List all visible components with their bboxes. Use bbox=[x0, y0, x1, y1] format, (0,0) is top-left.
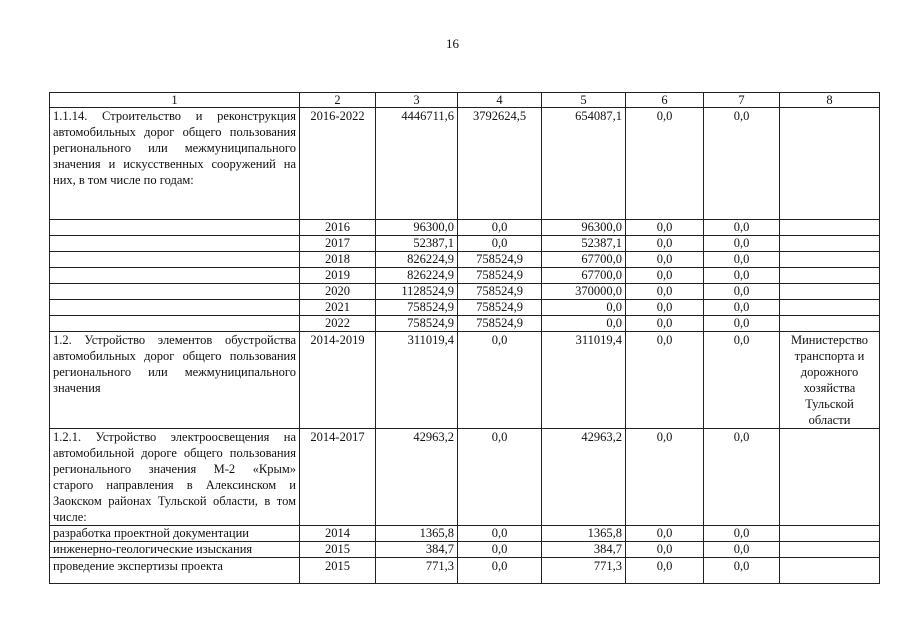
value-cell: 0,0 bbox=[704, 108, 780, 220]
table-row bbox=[50, 542, 880, 558]
responsible-cell bbox=[780, 268, 880, 284]
value-cell: 0,0 bbox=[704, 268, 780, 284]
header-cell: 7 bbox=[704, 93, 780, 108]
value-cell: 0,0 bbox=[704, 332, 780, 429]
header-cell: 6 bbox=[626, 93, 704, 108]
value-cell: 771,3 bbox=[542, 558, 626, 584]
period-cell: 2015 bbox=[300, 558, 376, 584]
value-cell: 311019,4 bbox=[542, 332, 626, 429]
responsible-cell bbox=[780, 526, 880, 542]
responsible-cell bbox=[780, 220, 880, 236]
value-cell: 0,0 bbox=[626, 252, 704, 268]
value-cell: 758524,9 bbox=[458, 252, 542, 268]
value-cell: 0,0 bbox=[626, 332, 704, 429]
value-cell: 0,0 bbox=[626, 316, 704, 332]
header-cell: 8 bbox=[780, 93, 880, 108]
value-cell: 370000,0 bbox=[542, 284, 626, 300]
value-cell: 0,0 bbox=[626, 542, 704, 558]
responsible-cell bbox=[780, 558, 880, 584]
responsible-cell bbox=[780, 252, 880, 268]
value-cell: 0,0 bbox=[704, 220, 780, 236]
value-cell: 3792624,5 bbox=[458, 108, 542, 220]
responsible-cell bbox=[780, 108, 880, 220]
table-row bbox=[50, 220, 880, 236]
table-body bbox=[50, 93, 880, 584]
description-cell bbox=[50, 316, 300, 332]
responsible-cell: Министерство транспорта и дорожного хозяйства Тульской области bbox=[780, 332, 880, 429]
period-cell: 2015 bbox=[300, 542, 376, 558]
value-cell: 0,0 bbox=[704, 316, 780, 332]
description-cell: 1.2.1. Устройство электроосвещения на автомобильной дороге общего пользования регионального значения М-2 «Крым» старого направления в Алексинском и Заокском районах Тульской области, в том числе: bbox=[50, 429, 300, 526]
value-cell: 67700,0 bbox=[542, 252, 626, 268]
description-cell bbox=[50, 236, 300, 252]
table-row bbox=[50, 526, 880, 542]
responsible-cell bbox=[780, 429, 880, 526]
table-row bbox=[50, 236, 880, 252]
total-cell: 758524,9 bbox=[376, 316, 458, 332]
value-cell: 654087,1 bbox=[542, 108, 626, 220]
header-cell: 2 bbox=[300, 93, 376, 108]
total-cell: 771,3 bbox=[376, 558, 458, 584]
value-cell: 0,0 bbox=[704, 284, 780, 300]
header-cell: 4 bbox=[458, 93, 542, 108]
value-cell: 758524,9 bbox=[458, 300, 542, 316]
table-row bbox=[50, 108, 880, 220]
total-cell: 52387,1 bbox=[376, 236, 458, 252]
value-cell: 67700,0 bbox=[542, 268, 626, 284]
value-cell: 0,0 bbox=[458, 332, 542, 429]
description-cell: разработка проектной документации bbox=[50, 526, 300, 542]
value-cell: 0,0 bbox=[458, 542, 542, 558]
value-cell: 0,0 bbox=[704, 526, 780, 542]
total-cell: 826224,9 bbox=[376, 268, 458, 284]
value-cell: 0,0 bbox=[458, 236, 542, 252]
header-cell: 5 bbox=[542, 93, 626, 108]
value-cell: 52387,1 bbox=[542, 236, 626, 252]
budget-table bbox=[49, 92, 880, 584]
value-cell: 758524,9 bbox=[458, 284, 542, 300]
value-cell: 0,0 bbox=[626, 558, 704, 584]
total-cell: 4446711,6 bbox=[376, 108, 458, 220]
value-cell: 0,0 bbox=[626, 236, 704, 252]
value-cell: 0,0 bbox=[458, 526, 542, 542]
page-number: 16 bbox=[446, 36, 459, 51]
responsible-cell bbox=[780, 316, 880, 332]
description-cell bbox=[50, 284, 300, 300]
period-cell: 2014 bbox=[300, 526, 376, 542]
period-cell: 2014-2019 bbox=[300, 332, 376, 429]
header-cell: 1 bbox=[50, 93, 300, 108]
value-cell: 0,0 bbox=[626, 300, 704, 316]
description-cell bbox=[50, 220, 300, 236]
description-cell bbox=[50, 252, 300, 268]
table-row bbox=[50, 252, 880, 268]
value-cell: 758524,9 bbox=[458, 268, 542, 284]
total-cell: 42963,2 bbox=[376, 429, 458, 526]
value-cell: 758524,9 bbox=[458, 316, 542, 332]
value-cell: 0,0 bbox=[458, 220, 542, 236]
table-row bbox=[50, 268, 880, 284]
value-cell: 0,0 bbox=[704, 558, 780, 584]
description-cell: проведение экспертизы проекта bbox=[50, 558, 300, 584]
period-cell: 2017 bbox=[300, 236, 376, 252]
total-cell: 384,7 bbox=[376, 542, 458, 558]
value-cell: 42963,2 bbox=[542, 429, 626, 526]
period-cell: 2022 bbox=[300, 316, 376, 332]
description-cell bbox=[50, 300, 300, 316]
table-row bbox=[50, 429, 880, 526]
period-cell: 2018 bbox=[300, 252, 376, 268]
value-cell: 0,0 bbox=[626, 108, 704, 220]
header-cell: 3 bbox=[376, 93, 458, 108]
value-cell: 0,0 bbox=[626, 220, 704, 236]
description-cell: 1.2. Устройство элементов обустройства автомобильных дорог общего пользования регионального или межмуниципального значения bbox=[50, 332, 300, 429]
column-number-row bbox=[50, 93, 880, 108]
value-cell: 0,0 bbox=[458, 429, 542, 526]
period-cell: 2019 bbox=[300, 268, 376, 284]
total-cell: 96300,0 bbox=[376, 220, 458, 236]
period-cell: 2020 bbox=[300, 284, 376, 300]
total-cell: 311019,4 bbox=[376, 332, 458, 429]
table-row bbox=[50, 558, 880, 584]
value-cell: 0,0 bbox=[704, 300, 780, 316]
period-cell: 2021 bbox=[300, 300, 376, 316]
value-cell: 0,0 bbox=[704, 429, 780, 526]
period-cell: 2016-2022 bbox=[300, 108, 376, 220]
value-cell: 0,0 bbox=[542, 316, 626, 332]
value-cell: 0,0 bbox=[626, 526, 704, 542]
value-cell: 0,0 bbox=[458, 558, 542, 584]
value-cell: 384,7 bbox=[542, 542, 626, 558]
table-row bbox=[50, 300, 880, 316]
responsible-cell bbox=[780, 284, 880, 300]
total-cell: 758524,9 bbox=[376, 300, 458, 316]
responsible-cell bbox=[780, 300, 880, 316]
value-cell: 0,0 bbox=[626, 429, 704, 526]
description-cell: 1.1.14. Строительство и реконструкция автомобильных дорог общего пользования регионального или межмуниципального значения и искусственных сооружений на них, в том числе по годам: bbox=[50, 108, 300, 220]
description-cell: инженерно-геологические изыскания bbox=[50, 542, 300, 558]
value-cell: 0,0 bbox=[704, 236, 780, 252]
value-cell: 0,0 bbox=[626, 268, 704, 284]
total-cell: 1128524,9 bbox=[376, 284, 458, 300]
responsible-cell bbox=[780, 542, 880, 558]
value-cell: 0,0 bbox=[626, 284, 704, 300]
total-cell: 1365,8 bbox=[376, 526, 458, 542]
value-cell: 1365,8 bbox=[542, 526, 626, 542]
description-cell bbox=[50, 268, 300, 284]
value-cell: 0,0 bbox=[704, 252, 780, 268]
value-cell: 0,0 bbox=[542, 300, 626, 316]
total-cell: 826224,9 bbox=[376, 252, 458, 268]
table-row bbox=[50, 316, 880, 332]
value-cell: 0,0 bbox=[704, 542, 780, 558]
table-row bbox=[50, 332, 880, 429]
period-cell: 2014-2017 bbox=[300, 429, 376, 526]
value-cell: 96300,0 bbox=[542, 220, 626, 236]
table-row bbox=[50, 284, 880, 300]
period-cell: 2016 bbox=[300, 220, 376, 236]
responsible-cell bbox=[780, 236, 880, 252]
